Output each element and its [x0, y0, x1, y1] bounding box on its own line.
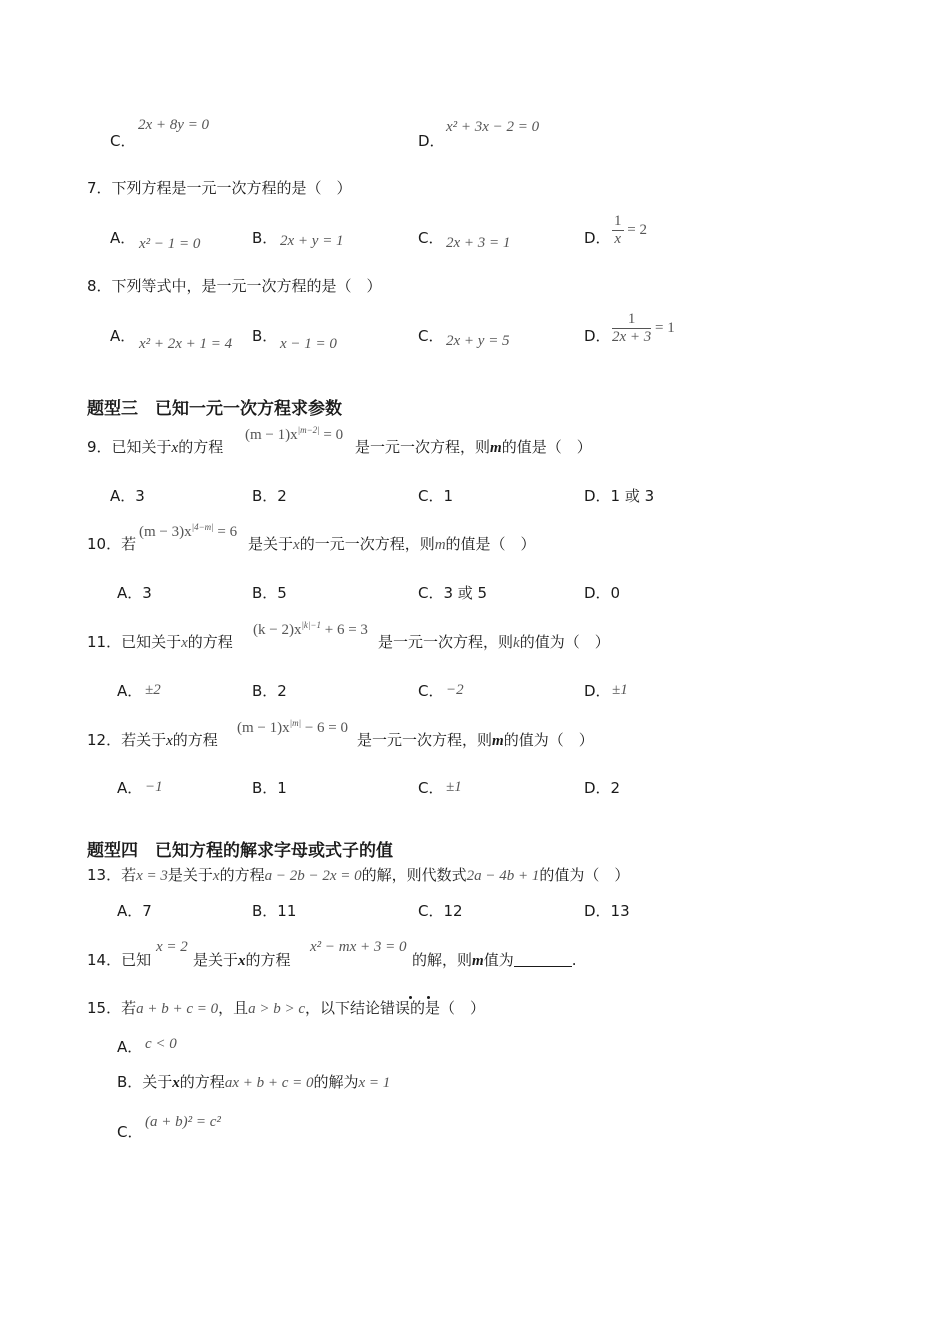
q6-option-d-expr: x² + 3x − 2 = 0 — [446, 119, 540, 135]
q12-option-a-label: A． — [117, 779, 143, 797]
q7-option-c-label: C． — [418, 229, 444, 247]
q7-stem: 7．下列方程是一元一次方程的是（ ） — [87, 179, 352, 197]
q15-option-c-expr: (a + b)² = c² — [145, 1114, 221, 1130]
q12-stem-end: 是一元一次方程，则m的值为（ ） — [357, 731, 594, 749]
q7-option-a-expr: x² − 1 = 0 — [139, 236, 201, 252]
q12-option-b: B．1 — [252, 779, 287, 797]
q15-option-b: B．关于x的方程ax + b + c = 0的解为x = 1 — [117, 1073, 391, 1091]
q14-equation: x² − mx + 3 = 0 — [310, 939, 407, 955]
q10-option-c: C．3 或 5 — [418, 584, 488, 602]
q8-option-d-expr: $\frac{1}{2x + 3}$ = 1 — [612, 311, 675, 345]
q11-equation: $(k - 2)x^{|k|-1} + 6 = 3$ — [253, 620, 368, 638]
q6-option-d-label: D． — [418, 132, 445, 150]
q11-option-d-label: D． — [584, 682, 611, 700]
q12-option-c-label: C． — [418, 779, 444, 797]
q8-option-d-label: D． — [584, 327, 611, 345]
q9-option-c: C．1 — [418, 487, 454, 505]
q11-stem-end: 是一元一次方程，则k的值为（ ） — [378, 633, 610, 651]
q14-answer-blank[interactable] — [514, 952, 572, 967]
q7-option-b-expr: 2x + y = 1 — [280, 233, 344, 249]
q15-option-c-label: C． — [117, 1123, 143, 1141]
q7-option-b-label: B． — [252, 229, 278, 247]
q7-option-d-expr: $\frac{1}{x}$ = 2 — [614, 213, 647, 247]
q8-option-c-label: C． — [418, 327, 444, 345]
q9-stem-end: 是一元一次方程，则m的值是（ ） — [355, 438, 592, 456]
emphasis-dot — [409, 996, 412, 999]
q11-option-c-label: C． — [418, 682, 444, 700]
q12-option-d: D．2 — [584, 779, 621, 797]
q7-option-d-label: D． — [584, 229, 611, 247]
q13-stem: 13．若x = 3是关于x的方程a − 2b − 2x = 0的解，则代数式2a − 4b + 1的值为（ ） — [87, 866, 630, 884]
q7-option-c-expr: 2x + 3 = 1 — [446, 235, 511, 251]
q8-stem: 8．下列等式中，是一元一次方程的是（ ） — [87, 277, 382, 295]
q10-stem-prefix: 10．若 — [87, 535, 137, 553]
q12-stem: 12．若关于x的方程 — [87, 731, 218, 749]
q11-option-b: B．2 — [252, 682, 287, 700]
q9-stem: 9．已知关于x的方程 — [87, 438, 224, 456]
q11-option-a-label: A． — [117, 682, 143, 700]
q8-option-a-label: A． — [110, 327, 136, 345]
q12-option-c-expr: ±1 — [446, 779, 462, 795]
q10-option-d: D．0 — [584, 584, 621, 602]
section-3-title: 题型三 已知一元一次方程求参数 — [87, 399, 342, 419]
q10-equation: $(m - 3)x^{|4-m|} = 6$ — [139, 522, 238, 540]
q10-option-b: B．5 — [252, 584, 287, 602]
section-4-title: 题型四 已知方程的解求字母或式子的值 — [87, 841, 393, 861]
q11-option-a-expr: ±2 — [145, 682, 161, 698]
q6-option-c-expr: 2x + 8y = 0 — [138, 117, 210, 133]
q6-option-c-label: C． — [110, 132, 136, 150]
q14-expr-x-eq-2: x = 2 — [156, 939, 188, 955]
q13-option-c: C．12 — [418, 902, 463, 920]
q11-option-d-expr: ±1 — [612, 682, 628, 698]
q10-option-a: A．3 — [117, 584, 152, 602]
q15-option-a-expr: c < 0 — [145, 1036, 177, 1052]
q9-option-d: D．1 或 3 — [584, 487, 655, 505]
q13-option-a: A．7 — [117, 902, 152, 920]
q13-option-d: D．13 — [584, 902, 630, 920]
q12-option-a-expr: −1 — [145, 779, 163, 795]
q9-option-b: B．2 — [252, 487, 287, 505]
q10-stem-end: 是关于x的一元一次方程，则m的值是（ ） — [248, 535, 536, 553]
emphasis-dot — [427, 996, 430, 999]
q8-option-a-expr: x² + 2x + 1 = 4 — [139, 336, 233, 352]
q9-option-a: A．3 — [110, 487, 145, 505]
q12-equation: $(m - 1)x^{|m|} - 6 = 0$ — [237, 718, 348, 736]
q14-stem-mid: 是关于x的方程 — [193, 951, 291, 969]
q8-option-b-label: B． — [252, 327, 278, 345]
q15-stem: 15．若a + b + c = 0，且a > b > c，以下结论错误的是（ ） — [87, 999, 486, 1017]
q15-option-a-label: A． — [117, 1038, 143, 1056]
q13-option-b: B．11 — [252, 902, 297, 920]
q9-equation: $(m - 1)x^{|m-2|} = 0$ — [245, 425, 344, 443]
q11-stem: 11．已知关于x的方程 — [87, 633, 233, 651]
q14-stem-end: 的解，则m值为 . — [412, 951, 577, 969]
q11-option-c-expr: −2 — [446, 682, 464, 698]
q14-stem-prefix: 14．已知 — [87, 951, 152, 969]
q8-option-c-expr: 2x + y = 5 — [446, 333, 510, 349]
q7-option-a-label: A． — [110, 229, 136, 247]
q8-option-b-expr: x − 1 = 0 — [280, 336, 337, 352]
